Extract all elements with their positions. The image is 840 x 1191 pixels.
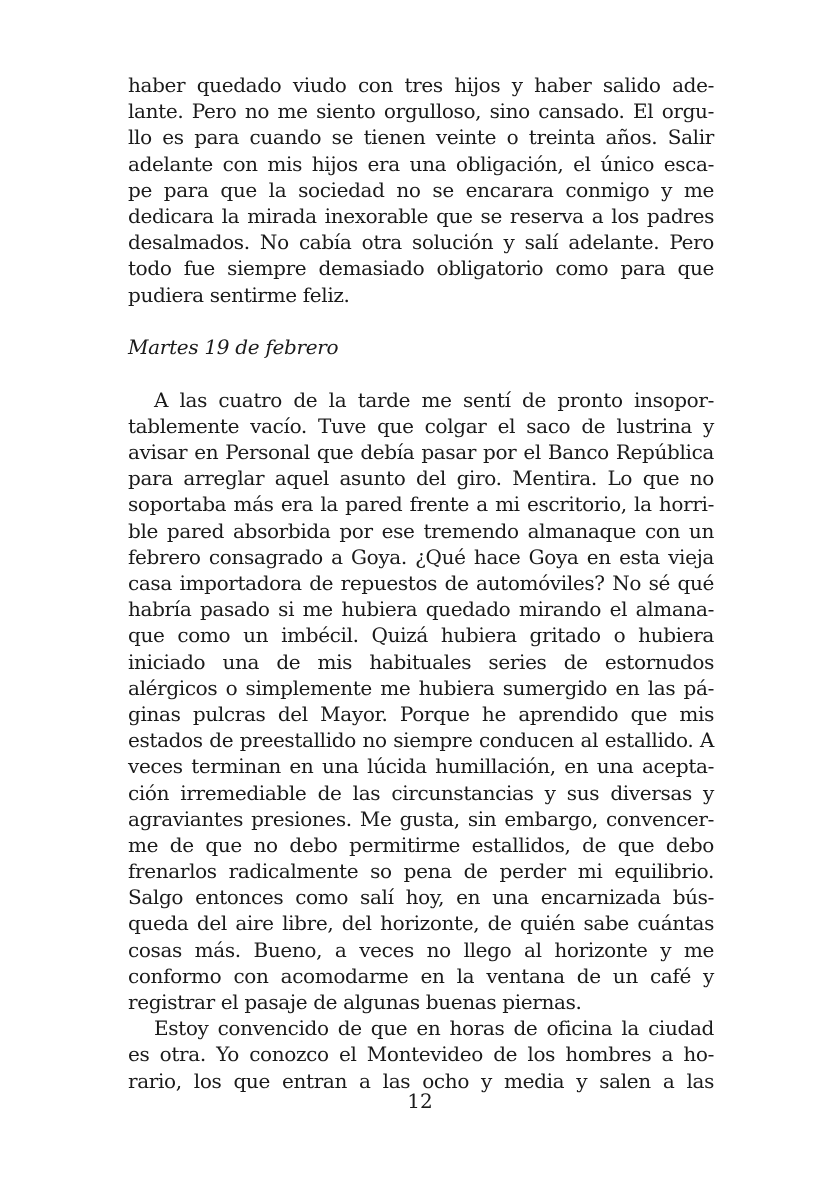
text-line: me de que no debo permitirme estallidos, de que debo <box>128 832 714 857</box>
text-line: rario, los que entran a las ocho y media y salen a las <box>128 1068 714 1093</box>
text-line: pe para que la sociedad no se encarara conmigo y me <box>128 177 714 202</box>
text-line: todo fue siempre demasiado obligatorio como para que <box>128 256 714 281</box>
text-line: cosas más. Bueno, a veces no llego al horizonte y me <box>128 937 714 962</box>
paragraph-3 <box>128 1015 714 1094</box>
text-line: llo es para cuando se tienen veinte o treinta años. Salir <box>128 125 714 150</box>
text-line: para arreglar aquel asunto del giro. Mentira. Lo que no <box>128 466 714 491</box>
text-line: avisar en Personal que debía pasar por el Banco República <box>128 440 714 465</box>
text-line: Estoy convencido de que en horas de oficina la ciudad <box>154 1016 714 1041</box>
text-line: adelante con mis hijos era una obligación, el único esca- <box>128 151 714 176</box>
text-line: A las cuatro de la tarde me sentí de pronto insopor- <box>154 387 714 412</box>
text-line: casa importadora de repuestos de automóviles? No sé qué <box>128 571 714 595</box>
text-line: que como un imbécil. Quizá hubiera gritado o hubiera <box>128 623 714 648</box>
text-line: estados de preestallido no siempre conducen al estallido. A <box>128 728 714 753</box>
paragraph-1 <box>128 72 714 308</box>
text-line: desalmados. No cabía otra solución y salí adelante. Pero <box>128 230 714 255</box>
text-line: veces terminan en una lúcida humillación, en una acepta- <box>128 754 714 779</box>
page-number: 12 <box>407 1089 433 1113</box>
text-line: tablemente vacío. Tuve que colgar el saco de lustrina y <box>128 413 714 438</box>
text-line: Salgo entonces como salí hoy, en una encarnizada bús- <box>128 885 714 910</box>
text-line: febrero consagrado a Goya. ¿Qué hace Goya en esta vieja <box>128 544 714 569</box>
text-line: habría pasado si me hubiera quedado mirando el almana- <box>128 597 714 622</box>
text-line: registrar el pasaje de algunas buenas piernas. <box>128 990 582 1014</box>
text-line: dedicara la mirada inexorable que se reserva a los padres <box>128 203 714 228</box>
text-line: conformo con acomodarme en la ventana de un café y <box>128 963 714 988</box>
text-line: agraviantes presiones. Me gusta, sin embargo, convencer- <box>128 806 714 831</box>
text-line: queda del aire libre, del horizonte, de quién sabe cuántas <box>128 911 714 936</box>
text-line: frenarlos radicalmente so pena de perder mi equilibrio. <box>128 859 714 884</box>
page-body <box>128 72 714 1094</box>
text-line: ción irremediable de las circunstancias y sus diversas y <box>128 780 714 805</box>
text-line: soportaba más era la pared frente a mi escritorio, la horri- <box>128 492 714 517</box>
text-line: ble pared absorbida por ese tremendo almanaque con un <box>128 518 714 543</box>
entry-heading: Martes 19 de febrero <box>128 334 339 359</box>
text-line: lante. Pero no me siento orgulloso, sino cansado. El orgu- <box>128 99 714 124</box>
text-line: alérgicos o simplemente me hubiera sumergido en las pá- <box>128 675 714 700</box>
text-line: iniciado una de mis habituales series de estornudos <box>128 649 714 674</box>
paragraph-2 <box>128 387 714 1016</box>
text-line: es otra. Yo conozco el Montevideo de los hombres a ho- <box>128 1042 714 1067</box>
text-line: pudiera sentirme feliz. <box>128 282 350 307</box>
text-line: haber quedado viudo con tres hijos y haber salido ade- <box>128 73 714 97</box>
text-line: ginas pulcras del Mayor. Porque he aprendido que mis <box>128 701 714 726</box>
